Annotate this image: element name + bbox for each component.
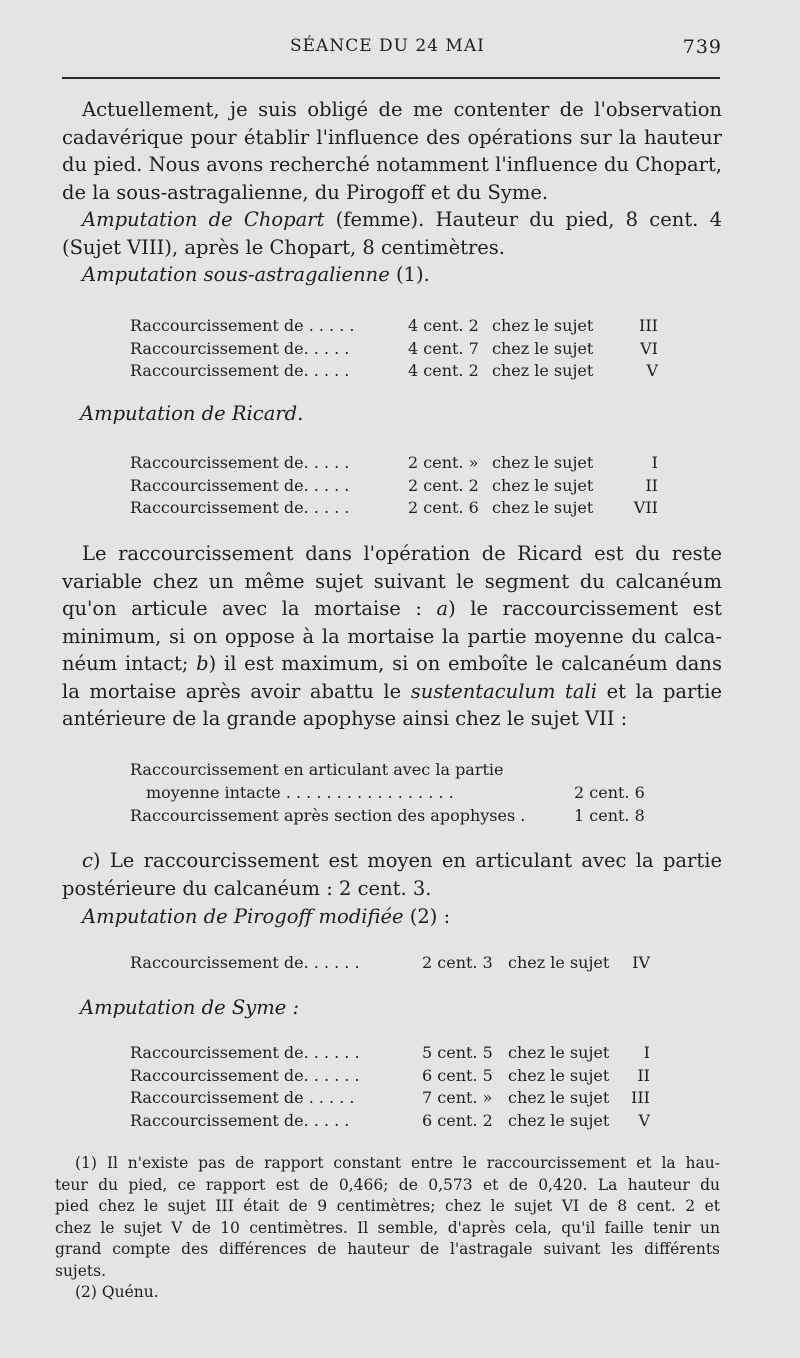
row-value: 1 cent. 8 <box>574 806 645 825</box>
paragraph-line: Le raccourcissement dans l'opération de Ricard est du reste <box>82 542 722 565</box>
paragraph-line: de la sous-astragalienne, du Pirogoff et du Syme. <box>62 180 549 204</box>
row-subject-number: V <box>646 361 658 380</box>
row-subject-number: III <box>639 316 658 335</box>
table-row <box>130 804 655 827</box>
table-row <box>130 315 670 338</box>
paragraph-line <box>62 678 722 706</box>
footnote-line: (2) Quénu. <box>75 1283 159 1301</box>
section-title: Amputation de Pirogoff modifiée <box>82 905 404 928</box>
table-pirogoff <box>130 952 670 975</box>
paragraph-line: cadavérique pour établir l'influence des opérations sur la hauteur <box>62 125 722 149</box>
paragraph-line <box>62 595 722 623</box>
paragraph-line <box>62 261 722 289</box>
table-row <box>130 1087 670 1110</box>
footnote-line: (1) Il n'existe pas de rapport constant entre le raccourcissement et la hau- <box>75 1154 720 1172</box>
row-value: 5 cent. 5 <box>422 1043 493 1062</box>
row-value: 4 cent. 2 <box>408 361 479 380</box>
row-subject: chez le sujet <box>492 316 594 335</box>
row-subject: chez le sujet <box>492 338 594 358</box>
enum-letter: b <box>196 652 209 675</box>
table-row <box>130 781 655 804</box>
paragraph-line: Actuellement, je suis obligé de me contenter de l'observation <box>82 98 722 121</box>
text-run: la mortaise après avoir abattu le <box>62 679 411 703</box>
latin-term: sustentaculum tali <box>410 679 597 703</box>
chopart-text: (femme). Hauteur du pied, 8 cent. 4 <box>324 208 722 231</box>
row-label: moyenne intacte . . . . . . . . . . . . . . . . . <box>146 783 454 802</box>
footnote-line: sujets. <box>55 1261 107 1280</box>
table-row <box>130 952 670 975</box>
sous-astragalienne-heading <box>62 261 722 289</box>
ricard-heading: Amputation de Ricard. <box>80 402 304 425</box>
row-value: 6 cent. 2 <box>422 1110 493 1130</box>
footnote-ref: (1). <box>389 263 430 286</box>
section-title: Amputation sous-astragalienne <box>82 263 390 286</box>
row-label: Raccourcissement en articulant avec la partie <box>130 760 504 779</box>
table-syme <box>130 1042 670 1132</box>
row-subject-number: V <box>638 1110 650 1130</box>
row-subject-number: I <box>651 453 658 472</box>
header-rule <box>62 77 720 79</box>
table-ricard <box>130 452 670 520</box>
row-label: Raccourcissement de. . . . . <box>130 498 350 517</box>
running-header <box>0 36 800 60</box>
row-label: Raccourcissement de. . . . . <box>130 453 350 472</box>
footnotes <box>55 1153 720 1304</box>
table-row <box>130 338 670 361</box>
row-label: Raccourcissement de. . . . . <box>130 361 350 380</box>
table-row <box>130 1042 670 1065</box>
row-value: 2 cent. 2 <box>408 475 479 495</box>
row-subject-number: I <box>643 1043 650 1062</box>
text-run: ) le raccourcissement est <box>448 597 722 620</box>
table-row <box>130 1110 670 1133</box>
row-subject: chez le sujet <box>492 498 594 517</box>
table-row <box>130 758 655 781</box>
row-subject: chez le sujet <box>492 475 594 495</box>
row-subject: chez le sujet <box>508 1043 610 1062</box>
paragraph-line <box>62 847 722 875</box>
row-value: 2 cent. 6 <box>574 783 645 802</box>
row-value: 2 cent. » <box>408 453 479 472</box>
chopart-title: Amputation de Chopart <box>82 208 325 231</box>
table-sous-astragalienne <box>130 315 670 383</box>
page-number: 739 <box>682 36 722 58</box>
enum-letter: c <box>82 849 93 872</box>
text-run: néum intact; <box>62 652 197 675</box>
paragraph-line: postérieure du calcanéum : 2 cent. 3. <box>62 876 432 900</box>
row-subject-number: III <box>631 1088 650 1107</box>
table-row <box>130 1065 670 1088</box>
pirogoff-heading <box>62 903 722 931</box>
row-label: Raccourcissement de. . . . . . <box>130 1065 360 1085</box>
row-subject: chez le sujet <box>492 361 594 380</box>
chopart-paragraph <box>62 206 722 261</box>
row-subject: chez le sujet <box>508 1088 610 1107</box>
running-title: SÉANCE DU 24 MAI <box>290 36 485 56</box>
footnote-line: chez le sujet V de 10 centimètres. Il semble, d'après cela, qu'il faille tenir un <box>55 1218 720 1237</box>
row-subject-number: II <box>637 1065 650 1085</box>
footnote-line: teur du pied, ce rapport est de 0,466; de 0,573 et de 0,420. La hauteur du <box>55 1175 720 1194</box>
table-row <box>130 497 670 520</box>
row-subject: chez le sujet <box>492 453 594 472</box>
table-articulation <box>130 758 655 827</box>
enum-letter: a <box>436 597 449 620</box>
paragraph-line: antérieure de la grande apophyse ainsi chez le sujet VII : <box>62 707 628 730</box>
table-row <box>130 360 670 383</box>
row-subject-number: IV <box>632 953 650 972</box>
row-value: 4 cent. 2 <box>408 316 479 335</box>
row-subject: chez le sujet <box>508 1110 610 1130</box>
intro-paragraph <box>62 96 722 206</box>
row-label: Raccourcissement de . . . . . <box>130 316 355 335</box>
row-label: Raccourcissement de. . . . . . <box>130 953 360 972</box>
table-row <box>130 452 670 475</box>
footnote-line: pied chez le sujet III était de 9 centimètres; chez le sujet VI de 8 cent. 2 et <box>55 1197 720 1215</box>
paragraph-line: du pied. Nous avons recherché notamment l'influence du Chopart, <box>62 153 722 176</box>
row-label: Raccourcissement après section des apophyses . <box>130 806 526 825</box>
row-subject: chez le sujet <box>508 953 610 972</box>
table-row <box>130 475 670 498</box>
text-run: et la partie <box>597 679 722 703</box>
footnote-line: grand compte des différences de hauteur de l'astragale suivant les différents <box>55 1240 720 1258</box>
paragraph-line: minimum, si on oppose à la mortaise la partie moyenne du calca- <box>62 624 722 648</box>
moyen-paragraph <box>62 847 722 902</box>
row-value: 2 cent. 3 <box>422 953 493 972</box>
row-subject: chez le sujet <box>508 1065 610 1085</box>
paragraph-line <box>62 903 722 931</box>
row-subject-number: VI <box>640 338 658 358</box>
paragraph-line: variable chez un même sujet suivant le segment du calcanéum <box>62 569 722 593</box>
row-label: Raccourcissement de . . . . . <box>130 1088 355 1107</box>
text-run: ) Le raccourcissement est moyen en articulant avec la partie <box>92 849 722 872</box>
row-subject-number: II <box>645 475 658 495</box>
text-run: qu'on articule avec la mortaise : <box>62 597 437 620</box>
row-label: Raccourcissement de. . . . . <box>130 1110 350 1130</box>
paragraph-line: (Sujet VIII), après le Chopart, 8 centimètres. <box>62 235 506 259</box>
row-label: Raccourcissement de. . . . . . <box>130 1043 360 1062</box>
ricard-paragraph <box>62 540 722 733</box>
row-value: 6 cent. 5 <box>422 1065 493 1085</box>
row-value: 2 cent. 6 <box>408 498 479 517</box>
text-run: ) il est maximum, si on emboîte le calcanéum dans <box>208 652 722 675</box>
syme-heading: Amputation de Syme : <box>80 996 300 1019</box>
row-value: 7 cent. » <box>422 1088 493 1107</box>
row-label: Raccourcissement de. . . . . <box>130 475 350 495</box>
footnote-ref: (2) : <box>403 905 451 928</box>
paragraph-line <box>62 206 722 234</box>
row-value: 4 cent. 7 <box>408 338 479 358</box>
row-subject-number: VII <box>633 498 658 517</box>
paragraph-line <box>62 650 722 678</box>
row-label: Raccourcissement de. . . . . <box>130 338 350 358</box>
